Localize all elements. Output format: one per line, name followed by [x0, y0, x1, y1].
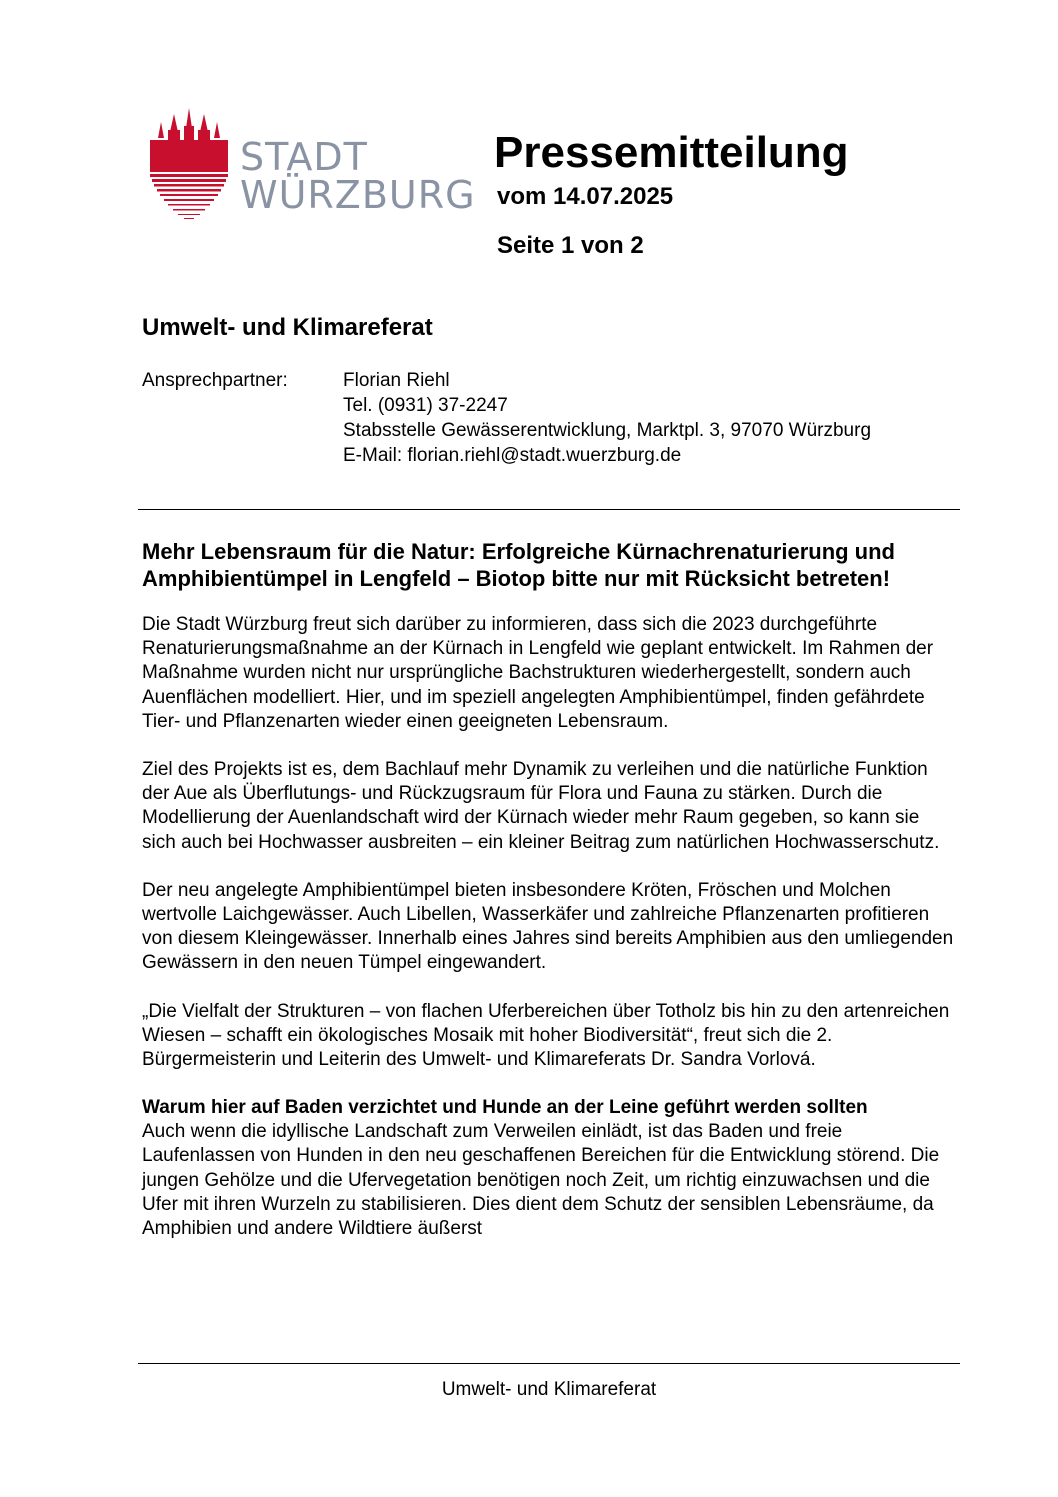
contact-name: Florian Riehl	[343, 370, 450, 391]
city-logo	[148, 108, 476, 228]
contact-phone: Tel. (0931) 37-2247	[343, 395, 508, 416]
article-headline: Mehr Lebensraum für die Natur: Erfolgreiche Kürnachrenaturierung und Amphibientümpel in Lengfeld – Biotop bitte nur mit Rücksicht betreten!	[142, 539, 895, 591]
contact-label: Ansprechpartner:	[142, 370, 288, 391]
page-footer: Umwelt- und Klimareferat	[441, 1379, 657, 1400]
page-indicator: Seite 1 von 2	[497, 232, 644, 259]
article-body	[142, 538, 958, 1241]
logo-line-stadt: STADT	[240, 135, 368, 179]
logo-line-wuerzburg: WÜRZBURG	[240, 173, 476, 217]
logo-wordmark	[240, 135, 476, 217]
contact-details	[343, 368, 871, 468]
footer-divider	[138, 1363, 960, 1364]
article-subheading: Warum hier auf Baden verzichtet und Hunde an der Leine geführt werden sollten	[142, 1097, 868, 1119]
contact-email[interactable]: E-Mail: florian.riehl@stadt.wuerzburg.de	[343, 445, 682, 466]
article-paragraph: „Die Vielfalt der Strukturen – von flachen Uferbereichen über Totholz bis hin zu den artenreichen Wiesen – schafft ein ökologisches Mosaik mit hoher Biodiversität“, freut sich die 2. Bürgermeisterin und Leiterin des Umwelt- und Klimareferats Dr. Sandra Vorlová.	[142, 1000, 950, 1071]
article-paragraph: Ziel des Projekts ist es, dem Bachlauf mehr Dynamik zu verleihen und die natürliche Funktion der Aue als Überflutungs- und Rückzugsraum für Flora und Fauna zu stärken. Durch die Modellierung der Auenlandschaft wird der Kürnach wieder mehr Raum gegeben, so kann sie sich auch bei Hochwasser ausbreiten – ein kleiner Beitrag zum natürlichen Hochwasserschutz.	[142, 759, 940, 853]
article-paragraph: Der neu angelegte Amphibientümpel bieten insbesondere Kröten, Fröschen und Molchen wertvolle Laichgewässer. Auch Libellen, Wasserkäfer und zahlreiche Pflanzenarten profitieren von diesem Kleingewässer. Innerhalb eines Jahres sind bereits Amphibien aus den umliegenden Gewässern in den neuen Tümpel eingewandert.	[142, 879, 954, 974]
release-date: vom 14.07.2025	[497, 183, 674, 210]
document-title: Pressemitteilung	[494, 128, 849, 177]
header-divider	[138, 509, 960, 510]
contact-office: Stabsstelle Gewässerentwicklung, Marktpl. 3, 97070 Würzburg	[343, 420, 872, 441]
article-paragraph: Die Stadt Würzburg freut sich darüber zu informieren, dass sich die 2023 durchgeführte Renaturierungsmaßnahme an der Kürnach in Lengfeld wie geplant entwickelt. Im Rahmen der Maßnahme wurden nicht nur ursprüngliche Bachstrukturen wiederhergestellt, sondern auch Auenflächen modelliert. Hier, und im speziell angelegten Amphibientümpel, finden gefährdete Tier- und Pflanzenarten wieder einen geeigneten Lebensraum.	[142, 614, 934, 732]
department-heading: Umwelt- und Klimareferat	[142, 314, 433, 341]
article-paragraph: Auch wenn die idyllische Landschaft zum Verweilen einlädt, ist das Baden und freie Laufenlassen von Hunden in den neu geschaffenen Bereichen für die Entwicklung störend. Die jungen Gehölze und die Ufervegetation benötigen noch Zeit, um richtig einzuwachsen und die Ufer mit ihren Wurzeln zu stabilisieren. Dies dient dem Schutz der sensiblen Lebensräume, da Amphibien und andere Wildtiere äußerst	[142, 1121, 940, 1240]
cathedral-logo-icon	[148, 108, 230, 226]
